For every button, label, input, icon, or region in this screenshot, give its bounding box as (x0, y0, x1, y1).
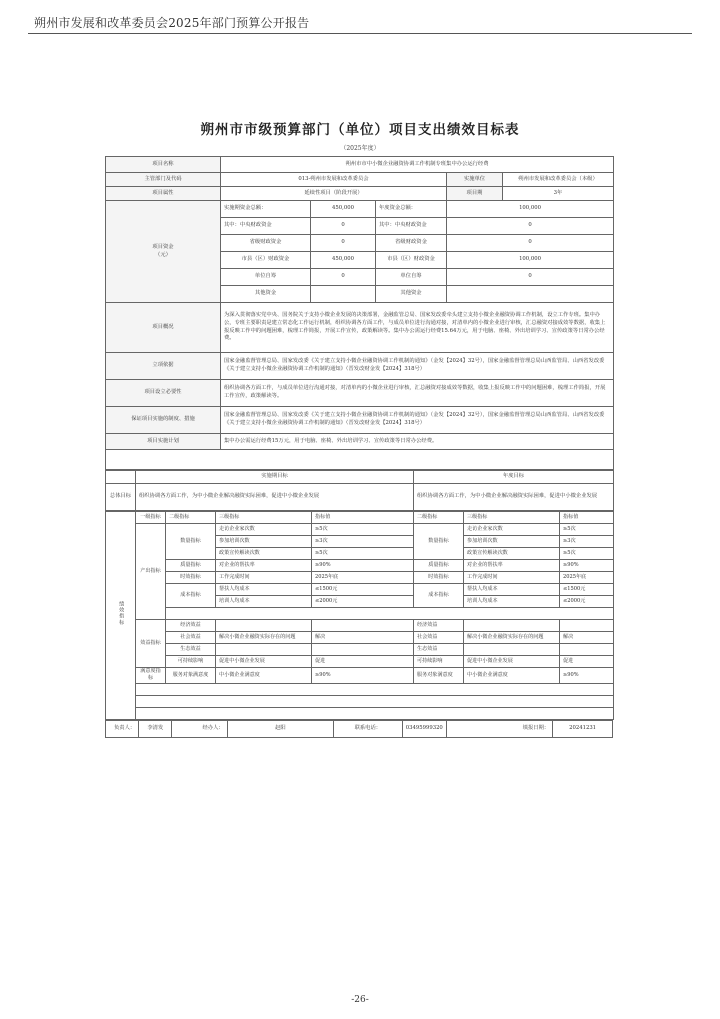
attribute-value: 延续性项目（阶段开展） (221, 187, 447, 201)
project-name: 朔州市市中小微企业融资协调工作机制专班集中办公运行经费 (221, 157, 614, 173)
econ-label: 经济效益 (166, 620, 216, 632)
self-funds-label: 单位自筹 (221, 269, 311, 286)
eco-label-annual: 生态效益 (414, 644, 464, 656)
quantity-1-value: ≥5次 (312, 524, 414, 536)
indicator-spacer-row-2 (136, 695, 614, 707)
provincial-funds-annual-value: 0 (447, 235, 614, 252)
time-name: 工作完成时间 (216, 572, 312, 584)
signature-table (105, 720, 613, 738)
performance-indicator-label: 绩效指标 (106, 512, 136, 720)
social-value-annual: 解决 (560, 632, 614, 644)
performance-goal-table (105, 156, 613, 738)
self-funds-annual-label: 单位自筹 (376, 269, 447, 286)
header-level1: 一级指标 (136, 512, 166, 524)
basis-text: 国家金融监督管理总局、国家发改委《关于建立支持小微企业融资协调工作机制的通知》（金发【2024】32号），国家金融监督管理总局山西监管局、山西省发改委《关于建立支持小微企业融资协调工作机制的通知》（晋发改财金发【2024】318号） (221, 353, 614, 380)
annual-goal-text: 组织协调各方面工作，为中小微企业解决融资实际困难，促进中小微企业发展 (414, 484, 614, 511)
cost-1-value-annual: ≤1500元 (560, 584, 614, 596)
header-value-annual: 指标值 (560, 512, 614, 524)
indicator-spacer-row-3 (136, 707, 614, 719)
funds-annual-label: 年度资金总额： (376, 201, 447, 218)
service-value-annual: ≥90% (560, 668, 614, 684)
department-value: 013-朔州市发展和改革委员会 (221, 173, 447, 187)
cost-2-value-annual: ≤2000元 (560, 596, 614, 608)
sustain-value: 促进 (312, 656, 414, 668)
social-label: 社会效益 (166, 632, 216, 644)
provincial-funds-value: 0 (311, 235, 376, 252)
city-funds-label: 市县（区）财政资金 (221, 252, 311, 269)
time-value-annual: 2025年底 (560, 572, 614, 584)
unit-label: 实施单位 (447, 173, 503, 187)
other-funds-annual-label: 其他资金 (376, 286, 447, 303)
sustain-label: 可持续影响 (166, 656, 216, 668)
header-level3: 三级指标 (216, 512, 312, 524)
document-header: 朔州市发展和改革委员会2025年部门预算公开报告 (34, 16, 310, 30)
quantity-1-name: 走访企业家次数 (216, 524, 312, 536)
cost-1-name: 帮扶人均成本 (216, 584, 312, 596)
date-value: 20241231 (553, 720, 613, 737)
self-funds-value: 0 (311, 269, 376, 286)
overview-text: 为深入贯彻落实党中央、国务院关于支持小微企业发展的决策部署，金融监管总局、国家发改委牵头建立支持小微企业融资协调工作机制，设立工作专班。集中办公，专班主要职责是建立常态化工作运行机制，组织协调各方面工作，与成员单位进行沟通对接，对清单内的小微企业进行审核，汇总融资对接成效等数据，收集上报反映工作中的问题困难，梳理工作简报，开展工作宣传，政策解读等。集中办公需运行经费15.64万元，用于电脑、座椅、外出培训学习、宣传政策等日常办公经费。 (221, 303, 614, 353)
quantity-3-name: 政策宣传解读次数 (216, 548, 312, 560)
blank-row (106, 450, 614, 470)
quantity-2-value-annual: ≥3次 (560, 536, 614, 548)
header-value: 指标值 (312, 512, 414, 524)
quality-name: 对企业的帮扶率 (216, 560, 312, 572)
econ-name-annual (464, 620, 560, 632)
service-name: 中小微企业满意度 (216, 668, 312, 684)
period-label: 项目期 (447, 187, 503, 201)
city-funds-annual-label: 市县（区）财政资金 (376, 252, 447, 269)
funds-label: 项目资金 （元） (106, 201, 221, 303)
period-value: 3年 (503, 187, 614, 201)
funds-total-label: 实施期资金总额： (221, 201, 311, 218)
econ-name (216, 620, 312, 632)
goals-table (105, 470, 614, 511)
central-funds-annual-value: 0 (447, 218, 614, 235)
self-funds-annual-value: 0 (447, 269, 614, 286)
overall-goal-label: 总体目标 (106, 484, 136, 511)
necessity-text: 组织协调各方面工作，与成员单位进行沟通对接，对清单内的小微企业进行审核，汇总融资对接成效等数据，收集上报反映工作中的问题困难，梳理工作简报，开展工作宣传，政策解读等。 (221, 380, 614, 407)
overview-label: 项目概况 (106, 303, 221, 353)
header-rule (28, 33, 692, 34)
other-funds-annual-value (447, 286, 614, 303)
period-goal-header: 实施期目标 (136, 471, 414, 484)
quantity-label-annual: 数量指标 (414, 524, 464, 560)
social-name-annual: 解决小微企业融资实际存在的问题 (464, 632, 560, 644)
eco-label: 生态效益 (166, 644, 216, 656)
leader-value: 李清发 (139, 720, 172, 737)
sustain-name-annual: 促进中小微企业发展 (464, 656, 560, 668)
provincial-funds-annual-label: 省级财政资金 (376, 235, 447, 252)
city-funds-annual-value: 100,000 (447, 252, 614, 269)
necessity-label: 项目设立必要性 (106, 380, 221, 407)
header-level3-annual: 三级指标 (464, 512, 560, 524)
output-indicator-label: 产出指标 (136, 524, 166, 620)
quantity-3-value-annual: ≥5次 (560, 548, 614, 560)
central-funds-annual-label: 其中：中央财政资金 (376, 218, 447, 235)
econ-value (312, 620, 414, 632)
plan-text: 集中办公需运行经费15万元，用于电脑、座椅、外出培训学习、宣传政策等日常办公经费。 (221, 434, 614, 450)
quantity-1-value-annual: ≥5次 (560, 524, 614, 536)
quantity-label: 数量指标 (166, 524, 216, 560)
quality-value-annual: ≥90% (560, 560, 614, 572)
sustain-value-annual: 促进 (560, 656, 614, 668)
annual-goal-header: 年度目标 (414, 471, 614, 484)
output-spacer-row (166, 608, 614, 620)
phone-value: 03495999320 (402, 720, 446, 737)
leader-label: 负责人： (106, 720, 139, 737)
quality-value: ≥90% (312, 560, 414, 572)
guarantee-label: 保证项目实施的制度、措施 (106, 407, 221, 434)
eco-value-annual (560, 644, 614, 656)
project-name-label: 项目名称 (106, 157, 221, 173)
service-label: 服务对象满意度 (166, 668, 216, 684)
date-label: 填报日期： (446, 720, 552, 737)
econ-value-annual (560, 620, 614, 632)
cost-2-value: ≤2000元 (312, 596, 414, 608)
time-value: 2025年底 (312, 572, 414, 584)
header-level2-annual: 二级指标 (414, 512, 464, 524)
cost-label: 成本指标 (166, 584, 216, 608)
attribute-label: 项目属性 (106, 187, 221, 201)
department-label: 主管部门及代码 (106, 173, 221, 187)
quantity-2-name: 参加培训次数 (216, 536, 312, 548)
funds-total-value: 450,000 (311, 201, 376, 218)
central-funds-value: 0 (311, 218, 376, 235)
service-value: ≥90% (312, 668, 414, 684)
plan-label: 项目实施计划 (106, 434, 221, 450)
social-label-annual: 社会效益 (414, 632, 464, 644)
provincial-funds-label: 省级财政资金 (221, 235, 311, 252)
time-name-annual: 工作完成时间 (464, 572, 560, 584)
project-info-table (105, 156, 614, 470)
benefit-indicator-label: 效益指标 (136, 620, 166, 668)
period-goal-text: 组织协调各方面工作，为中小微企业解决融资实际困难，促进中小微企业发展 (136, 484, 414, 511)
service-name-annual: 中小微企业满意度 (464, 668, 560, 684)
unit-value: 朔州市发展和改革委员会（本级） (503, 173, 614, 187)
guarantee-text: 国家金融监督管理总局、国家发改委《关于建立支持小微企业融资协调工作机制的通知》（金发【2024】32号），国家金融监督管理总局山西监管局、山西省发改委《关于建立支持小微企业融资协调工作机制的通知》（晋发改财金发【2024】318号） (221, 407, 614, 434)
report-title: 朔州市市级预算部门（单位）项目支出绩效目标表 (200, 122, 520, 138)
quantity-3-name-annual: 政策宣传解读次数 (464, 548, 560, 560)
cost-label-annual: 成本指标 (414, 584, 464, 608)
sustain-name: 促进中小微企业发展 (216, 656, 312, 668)
other-funds-value (311, 286, 376, 303)
basis-label: 立项依据 (106, 353, 221, 380)
sustain-label-annual: 可持续影响 (414, 656, 464, 668)
time-label: 时效指标 (166, 572, 216, 584)
header-level2: 二级指标 (166, 512, 216, 524)
econ-label-annual: 经济效益 (414, 620, 464, 632)
central-funds-label: 其中：中央财政资金 (221, 218, 311, 235)
city-funds-value: 450,000 (311, 252, 376, 269)
quantity-2-name-annual: 参加培训次数 (464, 536, 560, 548)
eco-name-annual (464, 644, 560, 656)
social-name: 解决小微企业融资实际存在的问题 (216, 632, 312, 644)
service-label-annual: 服务对象满意度 (414, 668, 464, 684)
cost-1-name-annual: 帮扶人均成本 (464, 584, 560, 596)
phone-label: 联系电话： (334, 720, 403, 737)
eco-value (312, 644, 414, 656)
contact-label: 经办人： (172, 720, 227, 737)
quality-name-annual: 对企业的帮扶率 (464, 560, 560, 572)
time-label-annual: 时效指标 (414, 572, 464, 584)
cost-1-value: ≤1500元 (312, 584, 414, 596)
other-funds-label: 其他资金 (221, 286, 311, 303)
social-value: 解决 (312, 632, 414, 644)
cost-2-name: 培训人均成本 (216, 596, 312, 608)
indicators-table (105, 511, 614, 720)
contact-value: 赵阳 (227, 720, 333, 737)
quantity-2-value: ≥3次 (312, 536, 414, 548)
cost-2-name-annual: 培训人均成本 (464, 596, 560, 608)
quantity-1-name-annual: 走访企业家次数 (464, 524, 560, 536)
quality-label-annual: 质量指标 (414, 560, 464, 572)
report-year: （2025年度） (340, 145, 380, 152)
satisfaction-indicator-label: 满意度指标 (136, 668, 166, 684)
funds-annual-value: 100,000 (447, 201, 614, 218)
quantity-3-value: ≥5次 (312, 548, 414, 560)
eco-name (216, 644, 312, 656)
quality-label: 质量指标 (166, 560, 216, 572)
indicator-spacer-row (136, 683, 614, 695)
page-number: -26- (351, 995, 369, 1005)
